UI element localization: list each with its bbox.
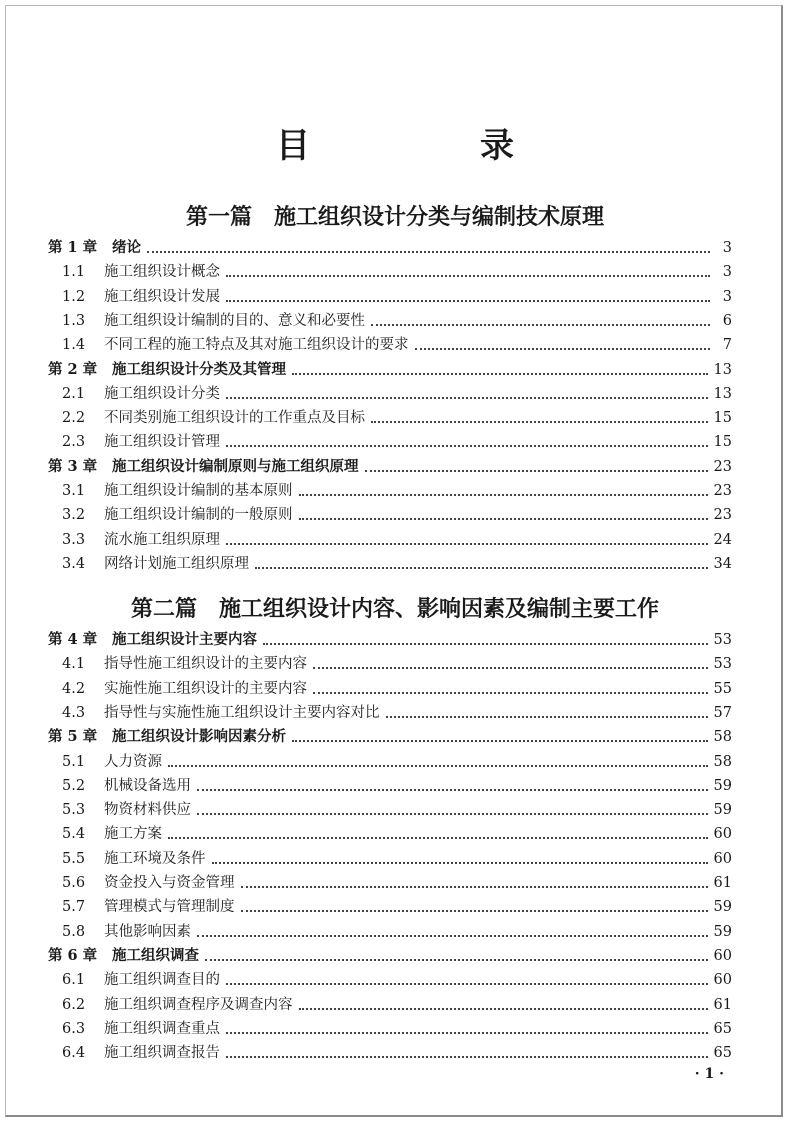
toc-section-row[interactable] xyxy=(62,701,732,725)
toc-page-number: 58 xyxy=(713,729,732,746)
toc-section-row[interactable] xyxy=(62,774,732,798)
toc-dot-leader xyxy=(226,1056,708,1058)
toc-page-number: 60 xyxy=(713,826,732,843)
toc-dot-leader xyxy=(168,837,708,839)
toc-section-row[interactable] xyxy=(62,528,732,552)
toc-entry-number: 5.1 xyxy=(62,753,86,770)
toc-entry-number: 4.2 xyxy=(62,680,86,697)
toc-page-number: 13 xyxy=(713,385,732,402)
toc-page-number: 57 xyxy=(713,704,732,721)
toc-page-number: 65 xyxy=(713,1020,732,1037)
toc-entry-label: 指导性与实施性施工组织设计主要内容对比 xyxy=(104,704,380,721)
toc-entry-label: 施工组织调查程序及调查内容 xyxy=(104,996,293,1013)
part-title: 施工组织设计内容、影响因素及编制主要工作 xyxy=(219,596,660,622)
toc-dot-leader xyxy=(313,667,708,669)
toc-dot-leader xyxy=(263,643,708,645)
toc-section-row[interactable] xyxy=(62,822,732,846)
toc-entry-label: 不同类别施工组织设计的工作重点及目标 xyxy=(104,410,365,427)
toc-chapter-row[interactable] xyxy=(48,725,732,749)
toc-chapter-row[interactable] xyxy=(48,358,732,382)
toc-entry-label: 实施性施工组织设计的主要内容 xyxy=(104,680,307,697)
toc-dot-leader xyxy=(226,275,710,277)
toc-dot-leader xyxy=(299,518,708,520)
toc-page-number: 53 xyxy=(713,632,732,648)
toc-entry-number: 第 4 章 xyxy=(48,631,98,648)
toc-entry-label: 施工组织设计编制的目的、意义和必要性 xyxy=(104,312,365,329)
toc-dot-leader xyxy=(226,983,708,985)
toc-entry-number: 6.2 xyxy=(62,996,86,1013)
toc-dot-leader xyxy=(147,251,710,253)
toc-entry-number: 3.2 xyxy=(62,507,86,524)
toc-entry-number: 6.4 xyxy=(62,1045,86,1062)
toc-entry-label: 其他影响因素 xyxy=(104,923,191,940)
toc-section-row[interactable] xyxy=(62,406,732,430)
toc-page-number: 61 xyxy=(713,875,732,891)
toc-page-number: 3 xyxy=(722,288,732,305)
toc-entry-number: 第 5 章 xyxy=(48,728,98,746)
toc-page-number: 60 xyxy=(713,850,732,867)
toc-entry-label: 施工组织调查目的 xyxy=(104,972,220,989)
toc-section-row[interactable] xyxy=(62,993,732,1017)
toc-page-number: 59 xyxy=(713,923,732,940)
toc-entry-number: 6.1 xyxy=(62,972,86,989)
toc-entry-number: 3.3 xyxy=(62,531,86,548)
toc-dot-leader xyxy=(292,740,708,742)
toc-section-row[interactable] xyxy=(62,677,732,701)
toc-entry-number: 第 3 章 xyxy=(48,457,98,475)
toc-dot-leader xyxy=(226,397,708,399)
toc-page-number: 7 xyxy=(722,337,732,354)
toc-entry-label: 网络计划施工组织原理 xyxy=(104,555,249,572)
toc-entry-label: 施工组织设计管理 xyxy=(104,434,220,451)
toc-section-row[interactable] xyxy=(62,1041,732,1065)
toc-dot-leader xyxy=(313,692,708,694)
toc-page-number: 59 xyxy=(713,899,732,916)
toc-entry-label: 施工组织设计概念 xyxy=(104,264,220,281)
toc-entry-number: 3.4 xyxy=(62,555,86,572)
toc-dot-leader xyxy=(212,862,708,864)
toc-entry-label: 施工组织设计编制的一般原则 xyxy=(104,507,293,524)
toc-section-row[interactable] xyxy=(62,333,732,357)
toc-entry-label: 绪论 xyxy=(112,239,141,256)
toc-entry-label: 施工组织调查重点 xyxy=(104,1020,220,1037)
toc-entry-label: 施工组织设计编制原则与施工组织原理 xyxy=(112,457,359,475)
toc-entry-number: 1.1 xyxy=(62,264,86,281)
toc-entry-label: 不同工程的施工特点及其对施工组织设计的要求 xyxy=(104,337,409,354)
toc-entry-label: 施工方案 xyxy=(104,826,162,843)
toc-entry-label: 资金投入与资金管理 xyxy=(104,875,235,891)
toc-entry-number: 5.5 xyxy=(62,850,86,867)
toc-dot-leader xyxy=(226,445,708,447)
toc-entry-number: 6.3 xyxy=(62,1020,86,1037)
toc-entry-number: 4.3 xyxy=(62,704,86,721)
toc-dot-leader xyxy=(255,567,708,569)
toc-entry-label: 施工组织设计分类 xyxy=(104,385,220,402)
toc-dot-leader xyxy=(226,1032,708,1034)
toc-dot-leader xyxy=(205,959,708,961)
part-heading-1 xyxy=(0,200,790,231)
toc-entry-number: 1.2 xyxy=(62,288,86,305)
toc-page-number: 6 xyxy=(722,312,732,329)
toc-entry-number: 5.6 xyxy=(62,875,86,891)
toc-entry-label: 流水施工组织原理 xyxy=(104,531,220,548)
toc-section-row[interactable] xyxy=(62,260,732,284)
toc-dot-leader xyxy=(299,494,708,496)
toc-dot-leader xyxy=(415,348,711,350)
toc-section-row[interactable] xyxy=(62,652,732,676)
toc-section-row[interactable] xyxy=(62,1017,732,1041)
toc-section-row[interactable] xyxy=(62,847,732,871)
toc-entry-label: 施工组织设计影响因素分析 xyxy=(112,728,286,746)
toc-entry-label: 管理模式与管理制度 xyxy=(104,899,235,916)
part-number: 第二篇 xyxy=(130,596,197,622)
toc-section-row[interactable] xyxy=(62,750,732,774)
toc-entry-number: 5.3 xyxy=(62,802,86,819)
toc-entry-label: 施工组织调查 xyxy=(112,946,199,964)
toc-page-number: 59 xyxy=(713,777,732,794)
toc-entry-number: 2.1 xyxy=(62,385,86,402)
toc-page-number: 3 xyxy=(722,264,732,281)
toc-dot-leader xyxy=(371,324,710,326)
toc-entry-number: 4.1 xyxy=(62,656,86,673)
toc-dot-leader xyxy=(299,1008,708,1010)
toc-chapter-row[interactable] xyxy=(48,944,732,968)
toc-entry-label: 施工组织调查报告 xyxy=(104,1045,220,1062)
toc-entry-label: 人力资源 xyxy=(104,753,162,770)
toc-dot-leader xyxy=(241,910,708,912)
toc-dot-leader xyxy=(168,765,708,767)
toc-dot-leader xyxy=(226,300,710,302)
toc-entry-number: 第 1 章 xyxy=(48,239,98,256)
toc-section-row[interactable] xyxy=(62,382,732,406)
toc-dot-leader xyxy=(197,789,708,791)
toc-entry-label: 施工组织设计主要内容 xyxy=(112,631,257,648)
part-heading-2 xyxy=(0,592,790,623)
part-number: 第一篇 xyxy=(185,204,252,230)
toc-dot-leader xyxy=(386,716,708,718)
page-folio: · 1 · xyxy=(694,1066,724,1082)
toc-entry-label: 指导性施工组织设计的主要内容 xyxy=(104,656,307,673)
toc-section-row[interactable] xyxy=(62,895,732,919)
toc-page-number: 55 xyxy=(713,680,732,697)
toc-entry-label: 机械设备选用 xyxy=(104,777,191,794)
toc-entry-label: 施工组织设计编制的基本原则 xyxy=(104,483,293,499)
toc-section-row[interactable] xyxy=(62,479,732,503)
toc-chapter-row[interactable] xyxy=(48,628,732,652)
toc-dot-leader xyxy=(365,470,708,472)
toc-section-row[interactable] xyxy=(62,920,732,944)
toc-page-number: 15 xyxy=(713,434,732,451)
toc-entry-label: 施工环境及条件 xyxy=(104,850,206,867)
toc-page-number: 61 xyxy=(713,996,732,1013)
toc-entry-number: 1.4 xyxy=(62,337,86,354)
toc-entry-number: 第 2 章 xyxy=(48,360,98,378)
toc-page-number: 15 xyxy=(713,410,732,427)
toc-section-row[interactable] xyxy=(62,968,732,992)
toc-chapter-row[interactable] xyxy=(48,236,732,260)
toc-entry-number: 5.4 xyxy=(62,826,86,843)
toc-entry-number: 2.2 xyxy=(62,410,86,427)
toc-chapter-row[interactable] xyxy=(48,455,732,479)
toc-page-number: 23 xyxy=(713,483,732,499)
toc-entry-number: 5.7 xyxy=(62,899,86,916)
toc-page-number: 24 xyxy=(713,531,732,548)
toc-page-number: 65 xyxy=(713,1045,732,1062)
toc-section-row[interactable] xyxy=(62,430,732,454)
toc-page-number: 60 xyxy=(713,972,732,989)
toc-entry-label: 施工组织设计发展 xyxy=(104,288,220,305)
toc-page-number: 59 xyxy=(713,802,732,819)
toc-dot-leader xyxy=(226,543,708,545)
toc-page-number: 13 xyxy=(713,361,732,378)
toc-page-number: 58 xyxy=(713,753,732,770)
page-title: 目 录 xyxy=(276,126,582,166)
toc-dot-leader xyxy=(241,886,708,888)
toc-entry-number: 2.3 xyxy=(62,434,86,451)
toc-entry-number: 5.8 xyxy=(62,923,86,940)
toc-dot-leader xyxy=(197,935,708,937)
toc-entry-label: 物资材料供应 xyxy=(104,802,191,819)
toc-section-row[interactable] xyxy=(62,798,732,822)
toc-section-row[interactable] xyxy=(62,503,732,527)
toc-entry-number: 3.1 xyxy=(62,483,86,499)
toc-dot-leader xyxy=(197,813,708,815)
part-title: 施工组织设计分类与编制技术原理 xyxy=(274,204,605,230)
toc-section-row[interactable] xyxy=(62,871,732,895)
toc-section-row[interactable] xyxy=(62,285,732,309)
toc-page-number: 23 xyxy=(713,507,732,524)
toc-page-number: 3 xyxy=(722,240,732,256)
toc-section-row[interactable] xyxy=(62,309,732,333)
toc-entry-number: 5.2 xyxy=(62,777,86,794)
toc-entry-number: 第 6 章 xyxy=(48,946,98,964)
toc-page-number: 34 xyxy=(713,555,732,572)
toc-dot-leader xyxy=(292,373,708,375)
toc-entry-number: 1.3 xyxy=(62,312,86,329)
toc-page-number: 53 xyxy=(713,656,732,673)
toc-page-number: 60 xyxy=(713,947,732,964)
toc-section-row[interactable] xyxy=(62,552,732,576)
toc-dot-leader xyxy=(371,421,708,423)
toc-entry-label: 施工组织设计分类及其管理 xyxy=(112,360,286,378)
toc-page-number: 23 xyxy=(713,458,732,475)
